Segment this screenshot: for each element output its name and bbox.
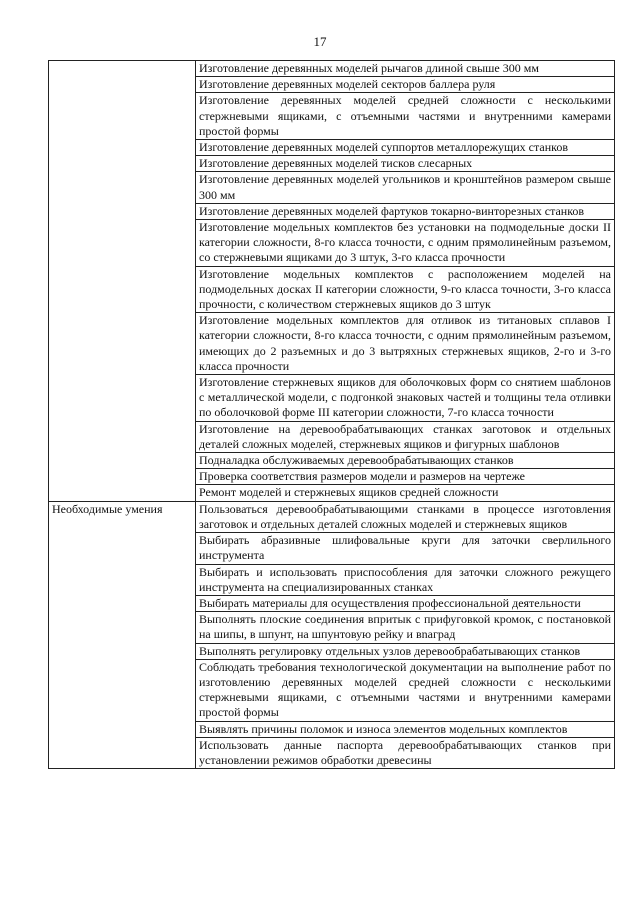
table-cell: Выбирать абразивные шлифовальные круги для заточки сверлильного инструмента	[196, 533, 615, 564]
table-cell: Использовать данные паспорта деревообрабатывающих станков при установлении режимов обработки древесины	[196, 737, 615, 768]
table-cell: Выявлять причины поломок и износа элементов модельных комплектов	[196, 721, 615, 737]
table-cell: Изготовление модельных комплектов без установки на подмодельные доски II категории сложности, 8-го класса точности, с одним прямолинейным разъемом, со стержневыми ящиками до 3 штук, 3-го класса прочности	[196, 220, 615, 267]
table-cell: Пользоваться деревообрабатывающими станками в процессе изготовления заготовок и отдельных деталей сложных моделей и стержневых ящиков	[196, 501, 615, 532]
table-cell: Соблюдать требования технологической документации на выполнение работ по изготовлению деревянных моделей средней сложности с несколькими стержневыми ящиками, с отъемными частями и внутренними камерами простой формы	[196, 659, 615, 721]
table-cell: Подналадка обслуживаемых деревообрабатывающих станков	[196, 453, 615, 469]
table-row	[49, 61, 615, 77]
table-cell: Изготовление деревянных моделей суппортов металлорежущих станков	[196, 140, 615, 156]
table-cell: Изготовление деревянных моделей тисков слесарных	[196, 156, 615, 172]
table-cell: Проверка соответствия размеров модели и размеров на чертеже	[196, 469, 615, 485]
table-cell: Выбирать материалы для осуществления профессиональной деятельности	[196, 595, 615, 611]
table-cell: Изготовление стержневых ящиков для оболочковых форм со снятием шаблонов с металлической модели, с подгонкой знаковых частей и толщины тела отливки по оболочковой форме III категории сложности, 7-го класса точности	[196, 375, 615, 422]
table-cell: Изготовление деревянных моделей рычагов длиной свыше 300 мм	[196, 61, 615, 77]
table-row	[49, 501, 615, 532]
table-cell: Выбирать и использовать приспособления для заточки сложного режущего инструмента на специализированных станках	[196, 564, 615, 595]
table-cell: Изготовление модельных комплектов с расположением моделей на подмодельных досках II категории сложности, 9-го класса точности, 3-го класса прочности, с количеством стержневых ящиков до 3 штук	[196, 266, 615, 313]
table-cell: Изготовление деревянных моделей средней сложности с несколькими стержневыми ящиками, с отъемными частями и внутренними камерами простой формы	[196, 93, 615, 140]
table-cell: Выполнять плоские соединения впритык с прифуговкой кромок, с постановкой на шипы, в шпунт, на шпунтовую рейку и вnагрaд	[196, 612, 615, 643]
page-number: 17	[313, 34, 327, 49]
table-cell: Ремонт моделей и стержневых ящиков средней сложности	[196, 485, 615, 501]
table-cell: Изготовление на деревообрабатывающих станках заготовок и отдельных деталей сложных моделей, стержневых ящиков и фигурных шаблонов	[196, 421, 615, 452]
table-cell: Изготовление деревянных моделей угольников и кронштейнов размером свыше 300 мм	[196, 172, 615, 203]
table-cell: Изготовление модельных комплектов для отливок из титановых сплавов I категории сложности, 8-го класса точности, с одним прямолинейным разъемом, имеющих до 2 разъемных и до 3 вытряхных стержневых ящиков, 2-го и 3-го класса прочности	[196, 313, 615, 375]
skills-label-cell: Необходимые умения	[49, 501, 196, 768]
activities-label-cell	[49, 61, 196, 502]
table-cell: Изготовление деревянных моделей фартуков токарно-винторезных станков	[196, 203, 615, 219]
requirements-table	[48, 60, 615, 769]
table-cell: Выполнять регулировку отдельных узлов деревообрабатывающих станков	[196, 643, 615, 659]
table-cell: Изготовление деревянных моделей секторов баллера руля	[196, 77, 615, 93]
